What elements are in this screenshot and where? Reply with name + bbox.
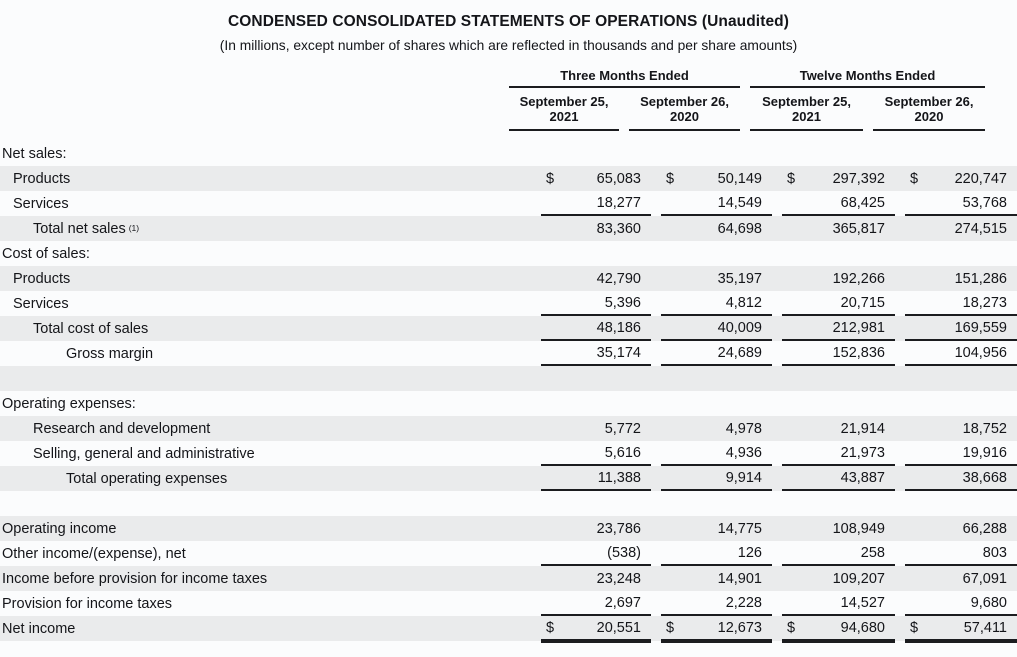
value-cell	[782, 241, 895, 266]
value-cell	[905, 291, 1017, 316]
value-cell	[661, 441, 772, 466]
value: 803	[982, 544, 1007, 561]
value-cell	[905, 241, 1017, 266]
value: 67,091	[962, 570, 1007, 587]
column-header-q-2021	[509, 90, 619, 131]
value: 21,914	[840, 420, 885, 437]
value: 9,680	[970, 594, 1007, 611]
column-header-year: 2020	[670, 109, 699, 124]
value: 24,689	[717, 344, 762, 361]
value: 18,277	[596, 194, 641, 211]
row-label: Total net sales (1)	[33, 220, 140, 237]
value-cell	[541, 166, 651, 191]
value-cell	[782, 466, 895, 491]
value: 5,772	[604, 420, 641, 437]
column-header-date: September 26,	[884, 94, 974, 109]
value-cell	[905, 141, 1017, 166]
value-cell	[541, 316, 651, 341]
value: 42,790	[596, 270, 641, 287]
value: 109,207	[832, 570, 885, 587]
value-cell	[782, 616, 895, 641]
value-cell	[782, 566, 895, 591]
column-header-date: September 25,	[519, 94, 609, 109]
value-cell	[905, 266, 1017, 291]
value-cell	[782, 391, 895, 416]
dollar-sign: $	[787, 170, 796, 187]
value-cell	[541, 341, 651, 366]
value-cell	[782, 441, 895, 466]
value: 23,248	[596, 570, 641, 587]
value-cell	[541, 441, 651, 466]
table-row	[0, 466, 1017, 491]
table-row	[0, 216, 1017, 241]
column-header-date: September 26,	[640, 94, 729, 109]
row-label: Income before provision for income taxes	[2, 570, 268, 587]
page-title: CONDENSED CONSOLIDATED STATEMENTS OF OPERATIONS (Unaudited)	[227, 13, 790, 30]
row-label: Gross margin	[66, 345, 154, 362]
value: 38,668	[962, 469, 1007, 486]
value-cell	[661, 316, 772, 341]
value-cell	[782, 366, 895, 391]
row-label: Cost of sales:	[2, 245, 90, 262]
value-cell	[905, 491, 1017, 516]
value-cell	[782, 316, 895, 341]
table-row	[0, 516, 1017, 541]
value-cell	[905, 466, 1017, 491]
value: 35,197	[717, 270, 762, 287]
value: 11,388	[597, 469, 641, 486]
value-cell	[782, 416, 895, 441]
column-group-header-row	[55, 68, 985, 88]
value-cell	[541, 466, 651, 491]
row-label: Other income/(expense), net	[2, 545, 186, 562]
value-cell	[541, 616, 651, 641]
value-cell	[782, 516, 895, 541]
value-cell	[541, 366, 651, 391]
row-label: Provision for income taxes	[2, 595, 173, 612]
value: 14,549	[717, 194, 762, 211]
value-cell	[661, 141, 772, 166]
row-label: Total operating expenses	[66, 470, 228, 487]
value-cell	[661, 391, 772, 416]
value: 4,812	[725, 294, 762, 311]
value-cell	[782, 491, 895, 516]
value: 192,266	[832, 270, 885, 287]
value-cell	[661, 616, 772, 641]
value: 21,973	[840, 444, 885, 461]
value: 297,392	[832, 170, 885, 187]
value: 126	[737, 544, 762, 561]
table-row	[0, 266, 1017, 291]
column-header-q-2020	[629, 90, 740, 131]
value: 43,887	[840, 469, 885, 486]
dollar-sign: $	[787, 619, 796, 636]
value-cell	[905, 441, 1017, 466]
value-cell	[905, 616, 1017, 641]
value: 14,775	[717, 520, 762, 537]
value: 35,174	[596, 344, 641, 361]
row-label: Services	[13, 195, 69, 212]
value-cell	[661, 516, 772, 541]
value: 19,916	[962, 444, 1007, 461]
table-row	[0, 241, 1017, 266]
value-cell	[905, 391, 1017, 416]
dollar-sign: $	[546, 619, 555, 636]
value-cell	[782, 191, 895, 216]
value: 169,559	[954, 319, 1007, 336]
value-cell	[782, 141, 895, 166]
value: 18,752	[962, 420, 1007, 437]
value-cell	[541, 141, 651, 166]
value-cell	[661, 241, 772, 266]
value: 66,288	[962, 520, 1007, 537]
value: 50,149	[717, 170, 762, 187]
value-cell	[905, 541, 1017, 566]
value-cell	[782, 166, 895, 191]
dollar-sign: $	[910, 619, 919, 636]
dollar-sign: $	[546, 170, 555, 187]
value-cell	[782, 291, 895, 316]
value-cell	[541, 516, 651, 541]
column-header-fy-2021	[750, 90, 863, 131]
row-label: Operating income	[2, 520, 117, 537]
dollar-sign: $	[666, 170, 675, 187]
row-label: Net income	[2, 620, 76, 637]
column-header-year: 2021	[549, 109, 579, 124]
value-cell	[541, 216, 651, 241]
table-row	[0, 616, 1017, 641]
row-label: Net sales:	[2, 145, 67, 162]
value: 212,981	[832, 319, 885, 336]
column-header-date: September 25,	[762, 94, 851, 109]
value-cell	[905, 516, 1017, 541]
value: 14,901	[717, 570, 762, 587]
spacer-row	[0, 491, 1017, 516]
value: 2,697	[604, 594, 641, 611]
table-row	[0, 591, 1017, 616]
value: 365,817	[832, 220, 885, 237]
footnote-marker: (1)	[128, 222, 140, 233]
value: 104,956	[954, 344, 1007, 361]
value: 23,786	[596, 520, 641, 537]
table-row	[0, 441, 1017, 466]
value-cell	[541, 566, 651, 591]
value-cell	[905, 416, 1017, 441]
value-cell	[541, 491, 651, 516]
table-row	[0, 291, 1017, 316]
value: 5,396	[604, 294, 641, 311]
row-label: Selling, general and administrative	[33, 445, 255, 462]
table-body	[0, 141, 1017, 641]
value-cell	[541, 266, 651, 291]
table-row	[0, 541, 1017, 566]
value-cell	[661, 191, 772, 216]
column-date-header-row	[55, 90, 985, 131]
value: 152,836	[832, 344, 885, 361]
value-cell	[661, 366, 772, 391]
value-cell	[905, 566, 1017, 591]
row-label: Total cost of sales	[33, 320, 149, 337]
value: 65,083	[596, 170, 641, 187]
value: 53,768	[962, 194, 1007, 211]
value-cell	[541, 591, 651, 616]
value-cell	[541, 416, 651, 441]
table-row	[0, 141, 1017, 166]
value-cell	[661, 291, 772, 316]
column-header-year: 2020	[914, 109, 944, 124]
page-subtitle: (In millions, except number of shares which are reflected in thousands and per share amounts)	[219, 38, 798, 53]
table-row	[0, 191, 1017, 216]
value: 18,273	[962, 294, 1007, 311]
value: 9,914	[725, 469, 762, 486]
value-cell	[782, 216, 895, 241]
table-row	[0, 341, 1017, 366]
value: 2,228	[725, 594, 762, 611]
value-cell	[661, 166, 772, 191]
table-row	[0, 416, 1017, 441]
column-group-twelve-months: Twelve Months Ended	[750, 68, 985, 88]
value-cell	[905, 216, 1017, 241]
column-header-fy-2020	[873, 90, 985, 131]
value-cell	[782, 341, 895, 366]
value-cell	[905, 166, 1017, 191]
value: 258	[860, 544, 885, 561]
value-cell	[661, 266, 772, 291]
value: 83,360	[596, 220, 641, 237]
value: 64,698	[717, 220, 762, 237]
value: (538)	[607, 544, 641, 561]
value-cell	[905, 366, 1017, 391]
value: 94,680	[840, 619, 885, 636]
table-row	[0, 566, 1017, 591]
row-label	[0, 366, 531, 391]
table-row	[0, 166, 1017, 191]
dollar-sign: $	[666, 619, 675, 636]
value: 14,527	[840, 594, 885, 611]
table-row	[0, 316, 1017, 341]
column-group-three-months: Three Months Ended	[509, 68, 740, 88]
value: 20,551	[596, 619, 641, 636]
value-cell	[905, 591, 1017, 616]
value-cell	[661, 591, 772, 616]
value: 108,949	[832, 520, 885, 537]
value-cell	[905, 341, 1017, 366]
dollar-sign: $	[910, 170, 919, 187]
value: 12,673	[717, 619, 762, 636]
value-cell	[541, 391, 651, 416]
value: 57,411	[963, 619, 1007, 636]
value: 5,616	[604, 444, 641, 461]
value: 220,747	[954, 170, 1007, 187]
value-cell	[541, 291, 651, 316]
row-label: Research and development	[33, 420, 211, 437]
value-cell	[782, 591, 895, 616]
row-label: Services	[13, 295, 69, 312]
value: 48,186	[596, 319, 641, 336]
value-cell	[661, 566, 772, 591]
value-cell	[661, 216, 772, 241]
value-cell	[661, 491, 772, 516]
row-label: Products	[13, 170, 71, 187]
value-cell	[905, 191, 1017, 216]
value-cell	[541, 191, 651, 216]
value-cell	[661, 466, 772, 491]
row-label	[0, 491, 531, 516]
value: 151,286	[954, 270, 1007, 287]
value-cell	[782, 541, 895, 566]
value-cell	[782, 266, 895, 291]
value-cell	[661, 341, 772, 366]
value: 20,715	[840, 294, 885, 311]
row-label: Operating expenses:	[2, 395, 136, 412]
value: 68,425	[840, 194, 885, 211]
value-cell	[541, 241, 651, 266]
spacer-row	[0, 366, 1017, 391]
value-cell	[661, 541, 772, 566]
value-cell	[541, 541, 651, 566]
value-cell	[661, 416, 772, 441]
column-header-year: 2021	[792, 109, 821, 124]
value: 274,515	[954, 220, 1007, 237]
table-row	[0, 391, 1017, 416]
value-cell	[905, 316, 1017, 341]
value: 40,009	[717, 319, 762, 336]
value: 4,936	[725, 444, 762, 461]
row-label: Products	[13, 270, 71, 287]
value: 4,978	[725, 420, 762, 437]
